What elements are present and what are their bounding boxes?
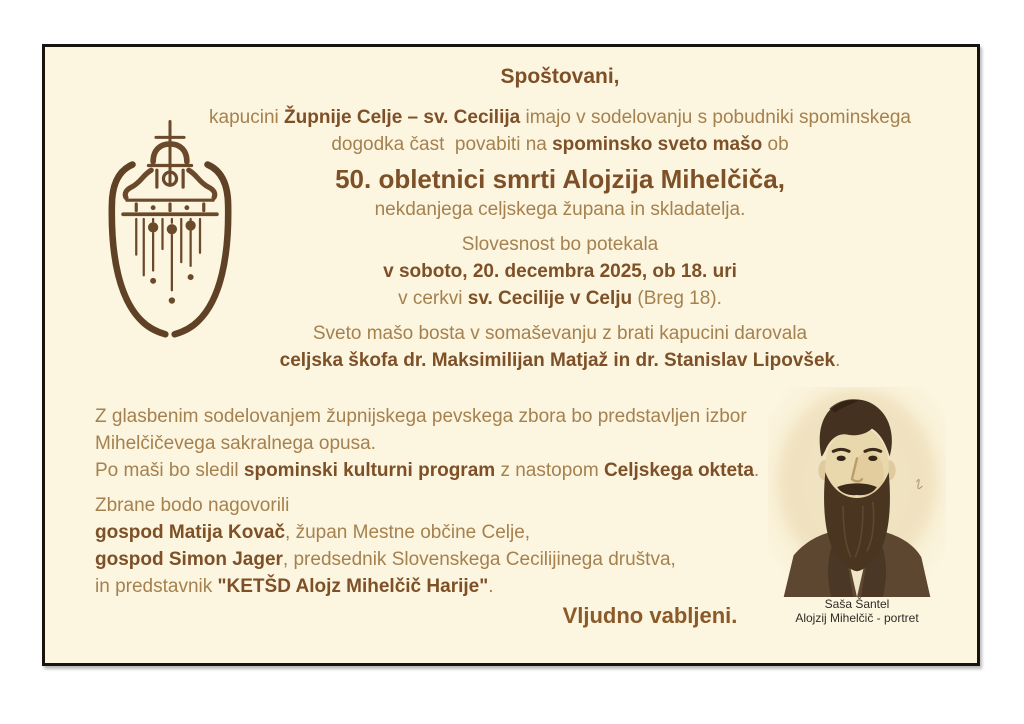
alojzij-mihelcic-portrait-icon	[767, 387, 947, 597]
text-run: .	[753, 460, 760, 481]
text-run: .	[835, 350, 841, 371]
text-run: dogodka čast povabiti na	[331, 134, 553, 155]
text-run: Po maši bo sledil	[95, 460, 244, 481]
page-title: 50. obletnici smrti Alojzija Mihelčiča,	[335, 164, 785, 194]
portrait-caption: Alojzij Mihelčič - portret	[795, 611, 919, 625]
program-line-1: Z glasbenim sodelovanjem župnijskega pevskega zbora bo predstavljen izbor	[95, 406, 747, 427]
speakers-intro: Zbrane bodo nagovorili	[95, 495, 290, 516]
invitation-card	[42, 44, 980, 666]
text-run: z nastopom	[495, 460, 604, 481]
portrait-block	[767, 387, 947, 625]
parish-name: Župnije Celje – sv. Cecilija	[284, 107, 521, 128]
celebrants-intro: Sveto mašo bosta v somaševanju z brati kapucini darovala	[312, 323, 808, 344]
event-name: spominsko sveto mašo	[552, 134, 763, 155]
celebrants-names	[145, 347, 975, 374]
program-and-speakers	[95, 403, 795, 600]
page-subtitle: nekdanjega celjskega župana in skladatelja.	[374, 199, 746, 220]
octet-name: Celjskega okteta	[603, 460, 754, 481]
bishops-names: celjska škofa dr. Maksimilijan Matjaž in dr. Stanislav Lipovšek	[279, 350, 836, 371]
text-run: imajo v sodelovanju s pobudniki spominskega	[520, 107, 911, 128]
speaker-line-1	[95, 519, 795, 546]
closing-message: Vljudno vabljeni.	[562, 603, 738, 628]
text-run: in predstavnik	[95, 576, 218, 597]
invitation-header	[145, 62, 975, 374]
cultural-program: spominski kulturni program	[243, 460, 496, 481]
salutation: Spoštovani,	[500, 65, 620, 88]
program-line-2: Mihelčičevega sakralnega opusa.	[95, 433, 376, 454]
church-name: sv. Cecilije v Celju	[467, 288, 633, 309]
speaker-name: gospod Simon Jager	[95, 549, 283, 570]
text-run: ob	[762, 134, 789, 155]
text-run: kapucini	[209, 107, 285, 128]
text-run: (Breg 18).	[632, 288, 722, 309]
intro-line-1	[145, 104, 975, 131]
speaker-name: gospod Matija Kovač	[95, 522, 286, 543]
text-run: , župan Mestne občine Celje,	[285, 522, 531, 543]
society-name: "KETŠD Alojz Mihelčič Harije"	[217, 576, 489, 597]
speaker-line-2	[95, 546, 795, 573]
event-datetime: v soboto, 20. decembra 2025, ob 18. uri	[383, 261, 737, 282]
text-run: v cerkvi	[398, 288, 468, 309]
text-run: .	[488, 576, 494, 597]
event-location	[145, 285, 975, 312]
program-line-3	[95, 457, 795, 484]
event-intro: Slovesnost bo potekala	[461, 234, 659, 255]
intro-line-2	[145, 131, 975, 158]
text-run: , predsednik Slovenskega Cecilijinega društva,	[282, 549, 676, 570]
speaker-line-3	[95, 573, 795, 600]
portrait-artist: Saša Šantel	[824, 597, 890, 611]
